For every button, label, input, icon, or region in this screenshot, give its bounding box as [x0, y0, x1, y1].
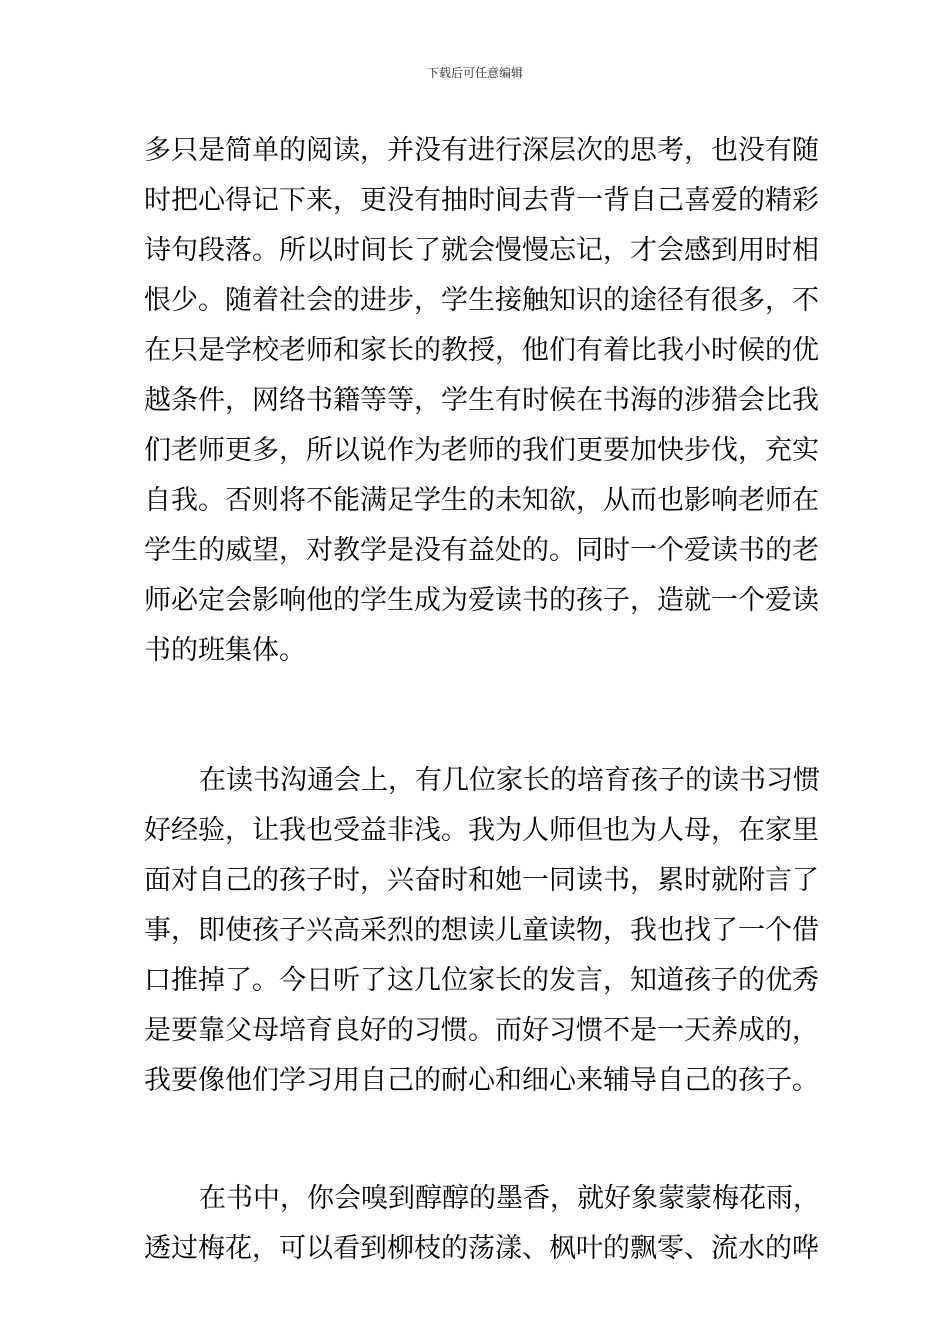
paragraph-line: 学生的威望，对教学是没有益处的。同时一个爱读书的老: [144, 535, 819, 566]
paragraph-spacer: [144, 676, 814, 756]
paragraph-line: 恨少。随着社会的进步，学生接触知识的途径有很多，不: [144, 285, 819, 316]
paragraph-line: 我要像他们学习用自己的耐心和细心来辅导自己的孩子。: [144, 1065, 819, 1096]
paragraph-line: 自我。否则将不能满足学生的未知欲，从而也影响老师在: [144, 485, 819, 516]
paragraph-2: [144, 756, 820, 1106]
paragraph-line: 们老师更多，所以说作为老师的我们更要加快步伐，充实: [144, 435, 819, 466]
paragraph-line: 时把心得记下来，更没有抽时间去背一背自己喜爱的精彩: [144, 185, 819, 216]
paragraph-line: 口推掉了。今日听了这几位家长的发言，知道孩子的优秀: [144, 965, 819, 996]
paragraph-line: 多只是简单的阅读，并没有进行深层次的思考，也没有随: [144, 135, 819, 166]
document-body: [144, 126, 820, 1274]
paragraph-line: 越条件，网络书籍等等，学生有时候在书海的涉猎会比我: [144, 385, 819, 416]
paragraph-line: 诗句段落。所以时间长了就会慢慢忘记，才会感到用时相: [144, 235, 819, 266]
paragraph-line: 透过梅花，可以看到柳枝的荡漾、枫叶的飘零、流水的哗: [144, 1233, 819, 1264]
paragraph-line: 好经验，让我也受益非浅。我为人师但也为人母，在家里: [144, 815, 819, 846]
paragraph-3: [144, 1174, 820, 1274]
paragraph-line: 书的班集体。: [144, 635, 306, 666]
paragraph-line: 在书中，你会嗅到醇醇的墨香，就好象蒙蒙梅花雨，: [199, 1183, 820, 1214]
paragraph-line: 面对自己的孩子时，兴奋时和她一同读书，累时就附言了: [144, 865, 819, 896]
paragraph-line: 在只是学校老师和家长的教授，他们有着比我小时候的优: [144, 335, 819, 366]
page-header: 下载后可任意编辑: [426, 66, 523, 80]
paragraph-spacer: [144, 1106, 814, 1174]
paragraph-line: 事，即使孩子兴高采烈的想读儿童读物，我也找了一个借: [144, 915, 819, 946]
paragraph-1: [144, 126, 819, 676]
paragraph-line: 在读书沟通会上，有几位家长的培育孩子的读书习惯: [199, 765, 820, 796]
paragraph-line: 是要靠父母培育良好的习惯。而好习惯不是一天养成的，: [144, 1015, 819, 1046]
paragraph-line: 师必定会影响他的学生成为爱读书的孩子，造就一个爱读: [144, 585, 819, 616]
